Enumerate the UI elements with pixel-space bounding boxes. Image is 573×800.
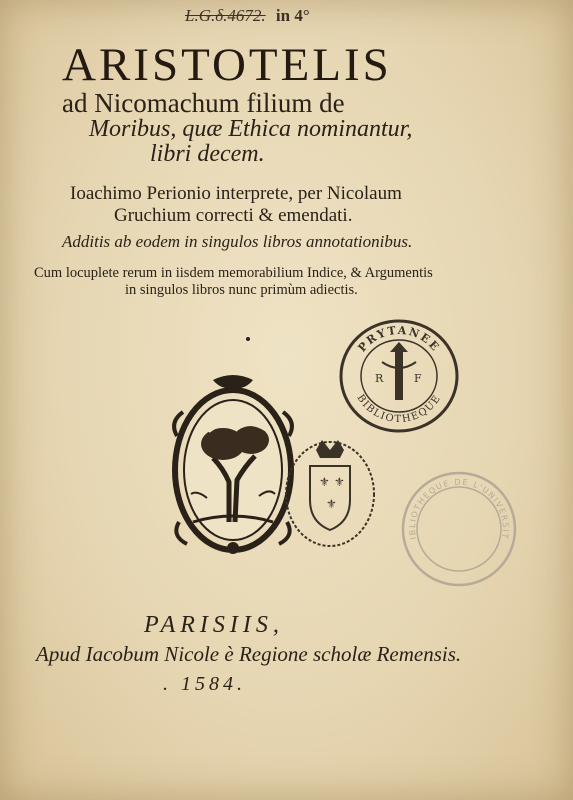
- prytanee-stamp-icon: [338, 318, 460, 434]
- prytanee-letter-r: R: [375, 372, 384, 385]
- svg-text:⚜: ⚜: [334, 475, 345, 489]
- imprint-place: PARISIIS,: [144, 612, 284, 638]
- prytanee-bottom-text: BIBLIOTHEQUE: [354, 392, 444, 426]
- title-line-2: ad Nicomachum filium de: [62, 88, 345, 118]
- ornament-dot: [246, 337, 250, 341]
- annotations-line: Additis ab eodem in singulos libros annotationibus.: [62, 232, 413, 251]
- library-stamp-text: IBLIOTHEQUE DE L'UNIVERSIT: [407, 477, 511, 541]
- svg-text:BIBLIOTHEQUE DE L'UNIVERSITE: [398, 468, 510, 541]
- shelfmark-format: in 4°: [275, 6, 310, 25]
- index-line-1: Cum locuplete rerum in iisdem memorabilium Indice, & Argumentis: [34, 265, 433, 281]
- imprint-year: . 1584.: [163, 673, 246, 695]
- prytanee-top-text: PRYTANEE: [355, 323, 443, 355]
- royal-arms-stamp-icon: [282, 428, 378, 550]
- translator-line-2: Gruchium correcti & emendati.: [114, 205, 353, 226]
- translator-line-1: Ioachimo Perionio interprete, per Nicolaum: [70, 183, 402, 204]
- library-stamp-icon: [398, 468, 520, 590]
- shelfmark-struck: L.G.δ.4672.: [185, 6, 266, 25]
- imprint-publisher: Apud Iacobum Nicole è Regione scholæ Remensis.: [36, 642, 462, 666]
- index-line-2: in singulos libros nunc primùm adiectis.: [125, 282, 358, 298]
- prytanee-letter-f: F: [414, 372, 422, 385]
- shelfmark: [185, 6, 410, 26]
- title-line-3: Moribus, quæ Ethica nominantur,: [89, 116, 413, 142]
- title-author: ARISTOTELIS: [62, 39, 392, 91]
- svg-text:⚜: ⚜: [326, 497, 337, 511]
- title-line-4: libri decem.: [150, 141, 265, 167]
- svg-text:⚜: ⚜: [319, 475, 330, 489]
